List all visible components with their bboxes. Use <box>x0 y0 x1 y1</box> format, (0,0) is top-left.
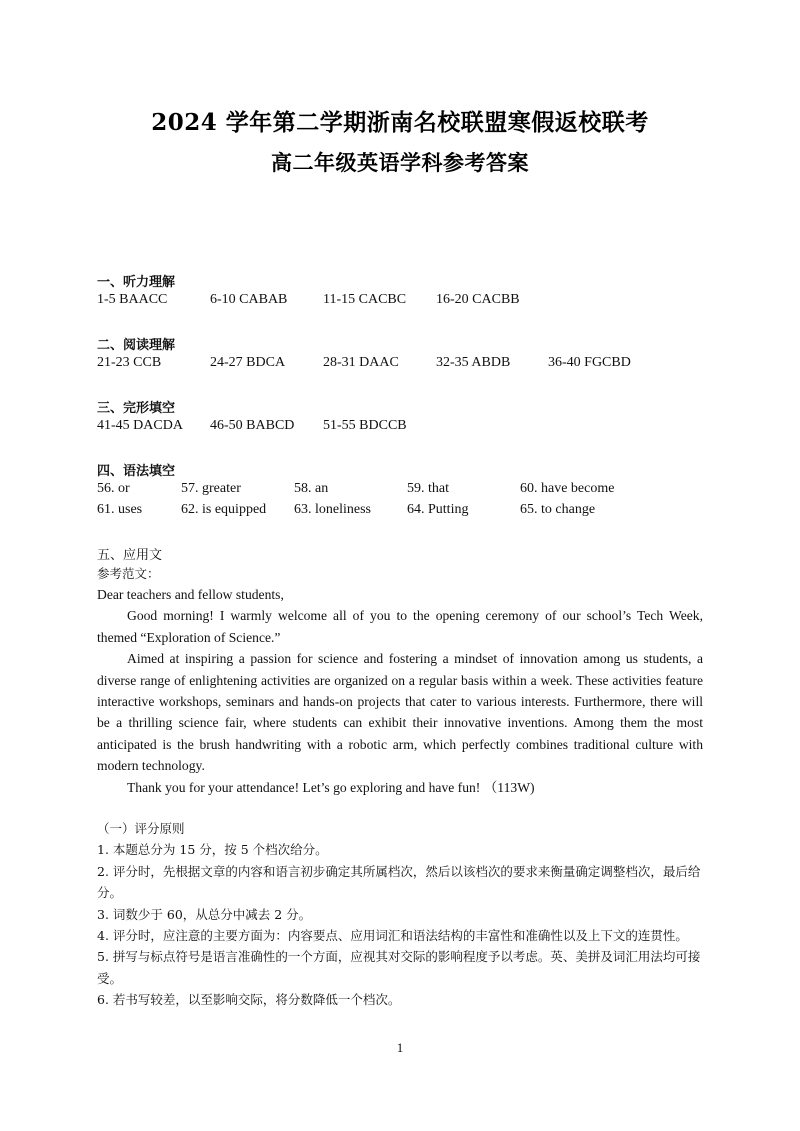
answer-group: 51-55 BDCCB <box>323 418 407 433</box>
sample-essay <box>97 584 703 798</box>
answer-item: 60. have become <box>520 481 615 496</box>
cloze-answers-row <box>0 418 800 436</box>
listening-answers-row <box>0 292 800 310</box>
scoring-heading: （一）评分原则 <box>97 821 185 836</box>
essay-paragraph: Aimed at inspiring a passion for science and fostering a mindset of innovation among us students, a diverse range of enlightening activities are organized on a regular basis within a week. These activities feature interactive workshops, seminars and hands-on projects that cater to various interests. Furthermore, there will be a thrilling science fair, where students can exhibit their innovative inventions. Among them the most anticipated is the brush handwriting with a robotic arm, which perfectly combines traditional culture with modern technology. <box>97 651 703 774</box>
answer-group: 46-50 BABCD <box>210 418 295 433</box>
essay-paragraph: Thank you for your attendance! Let’s go exploring and have fun! （113W) <box>127 779 535 795</box>
answer-group: 36-40 FGCBD <box>548 355 631 370</box>
answer-item: 64. Putting <box>407 502 469 517</box>
answer-group: 6-10 CABAB <box>210 292 288 307</box>
answer-group: 1-5 BAACC <box>97 292 168 307</box>
scoring-item: 6. 若书写较差，以至影响交际，将分数降低一个档次。 <box>97 992 401 1008</box>
answer-group: 24-27 BDCA <box>210 355 286 370</box>
scoring-item: 4. 评分时，应注意的主要方面为：内容要点、应用词汇和语法结构的丰富性和准确性以及上下文的连贯性。 <box>97 928 688 944</box>
reading-answers-row <box>0 355 800 373</box>
section-heading-writing: 五、应用文 <box>97 548 163 563</box>
section-heading-listening: 一、听力理解 <box>97 275 176 290</box>
answer-group: 28-31 DAAC <box>323 355 399 370</box>
answer-item: 62. is equipped <box>181 502 267 517</box>
page-number: 1 <box>396 1040 404 1055</box>
answer-item: 63. loneliness <box>294 502 371 517</box>
answer-group: 16-20 CACBB <box>436 292 520 307</box>
answer-group: 41-45 DACDA <box>97 418 183 433</box>
scoring-principles <box>97 818 705 1011</box>
grammar-answers-row-1 <box>0 481 800 499</box>
scoring-item: 3. 词数少于 60，从总分中减去 2 分。 <box>97 906 312 922</box>
answer-item: 61. uses <box>97 502 143 517</box>
scoring-item: 1. 本题总分为 15 分，按 5 个档次给分。 <box>97 842 328 858</box>
answer-item: 65. to change <box>520 502 596 517</box>
section-heading-reading: 二、阅读理解 <box>97 338 176 353</box>
answer-item: 58. an <box>294 481 329 496</box>
essay-greeting: Dear teachers and fellow students, <box>97 587 284 602</box>
scoring-item: 2. 评分时，先根据文章的内容和语言初步确定其所属档次，然后以该档次的要求来衡量确定调整档次，最后给分。 <box>97 863 701 901</box>
grammar-answers-row-2 <box>0 502 800 520</box>
document-title: 2024 学年第二学期浙南名校联盟寒假返校联考 <box>151 109 649 136</box>
answer-group: 32-35 ABDB <box>436 355 511 370</box>
essay-paragraph: Good morning! I warmly welcome all of you to the opening ceremony of our school’s Tech Week, themed “Exploration of Science.” <box>97 608 703 645</box>
section-heading-grammar: 四、语法填空 <box>97 464 176 479</box>
answer-group: 11-15 CACBC <box>323 292 407 307</box>
scoring-item: 5. 拼写与标点符号是语言准确性的一个方面，应视其对交际的影响程度予以考虑。英、美拼及词汇用法均可接受。 <box>97 949 701 986</box>
answer-group: 21-23 CCB <box>97 355 162 370</box>
answer-item: 59. that <box>407 481 449 496</box>
document-subtitle: 高二年级英语学科参考答案 <box>271 150 529 175</box>
sample-label <box>97 563 705 584</box>
answer-item: 57. greater <box>181 481 241 496</box>
sample-label-text: 参考范文： <box>97 566 160 581</box>
section-heading-cloze: 三、完形填空 <box>97 401 176 416</box>
answer-item: 56. or <box>97 481 130 496</box>
